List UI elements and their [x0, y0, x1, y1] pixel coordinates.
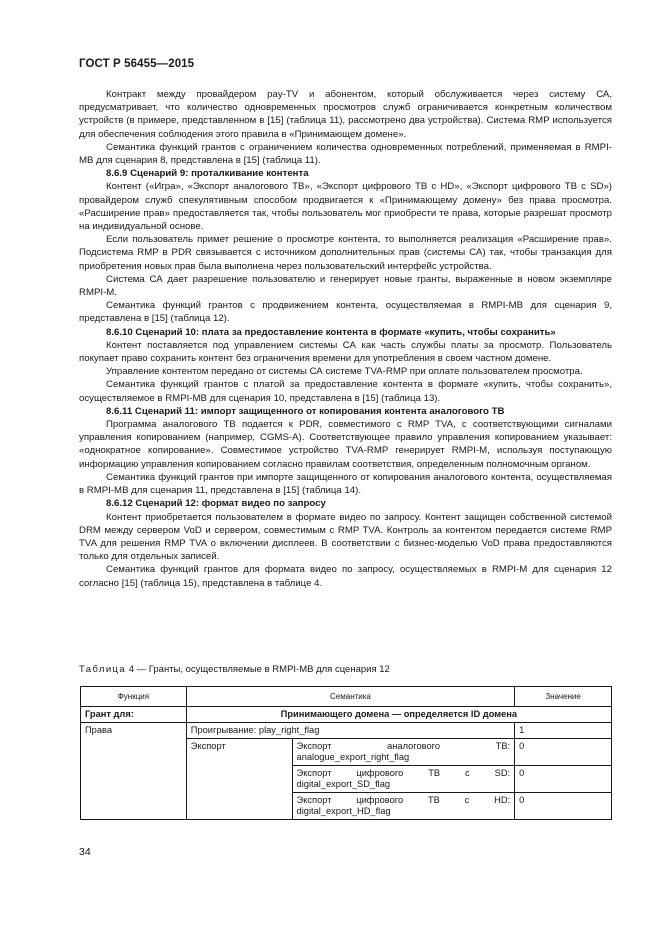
- paragraph: Управление контентом передано от системы СА системе TVA-RMP при оплате пользователем просмотра.: [106, 366, 583, 378]
- export-cell: Экспорт: [186, 739, 292, 820]
- export-value-cell: 0: [515, 739, 612, 766]
- table-caption-word: Таблица: [79, 664, 127, 675]
- paragraph: Если пользователь примет решение о просмотре контента, то выполняется реализация «Расширение прав». Подсистема RMP в PDR связывается с источником дополнительных прав (системы СА) так, чтобы транзакция для приобретения новых прав была выполнена через пользовательский интерфейс устройства.: [79, 234, 612, 272]
- paragraph: Система СА дает разрешение пользователю и генерирует новые гранты, выраженные в новом экземпляре RMPI-M.: [79, 273, 612, 299]
- document-header: ГОСТ Р 56455—2015: [79, 58, 195, 70]
- paragraph: Контент приобретается пользователем в формате видео по запросу. Контент защищен собственной системой DRM между сервером VoD и сервером, совместимым с RMP TVA. Контроль за контентом передается системе RMP TVA для решения RMP TVA о включении дисплеев. В соответствии с бизнес-моделью VoD права предоставляются только для отдельных записей.: [79, 511, 612, 563]
- paragraph: Семантика функций грантов при импорте защищенного от копирования аналогового контента, осуществляемая в RMPI-MB для сценария 11, представлена в [15] (таблица 14).: [79, 471, 612, 497]
- page-number: 34: [79, 846, 91, 858]
- grant-domain-cell: Принимающего домена — определяется ID домена: [186, 707, 611, 723]
- table-row: [81, 723, 612, 739]
- rights-cell: Права: [81, 723, 187, 820]
- table-caption: [79, 664, 390, 675]
- paragraph: Семантика функций грантов с продвижением контента, осуществляемая в RMPI-MB для сценария 9, представлена в [15] (таблица 12).: [79, 300, 612, 325]
- section-heading: 8.6.10 Сценарий 10: плата за предоставление контента в формате «купить, чтобы сохранить»: [106, 326, 556, 338]
- export-semantics-cell: Экспорт цифрового ТВ с SD: digital_export_SD_flag: [292, 766, 515, 793]
- section-heading: 8.6.12 Сценарий 12: формат видео по запросу: [106, 498, 326, 510]
- table-caption-text: 4 — Гранты, осуществляемые в RMPI-MB для сценария 12: [126, 664, 390, 675]
- paragraph: Программа аналогового ТВ подается к PDR, совместимого с RMP TVA, с соответствующими сигналами управления копированием (например, CGMS-A). Соответствующее правило управления копированием указывает: «однократное копирование». Совместимое устройство TVA-RMP генерирует RMPI-M, используя поступающую информацию управления копированием согласно правилам соответствия, определенным полномочным органом.: [79, 419, 612, 470]
- export-semantics-cell: Экспорт цифрового ТВ с HD: digital_export_HD_flag: [292, 793, 515, 820]
- column-header-function: Функция: [81, 687, 187, 707]
- play-value-cell: 1: [515, 723, 612, 739]
- section-heading: 8.6.9 Сценарий 9: проталкивание контента: [106, 168, 309, 180]
- table-header-row: [81, 687, 612, 707]
- export-value-cell: 0: [515, 766, 612, 793]
- grant-for-cell: Грант для:: [81, 707, 187, 723]
- export-value-cell: 0: [515, 793, 612, 820]
- paragraph: Контент («Игра», «Экспорт аналогового ТВ», «Экспорт цифрового ТВ с HD», «Экспорт цифрового ТВ с SD») провайдером служб спекулятивным способом продвигается к «Принимающему домену» без права просмотра. «Расширение прав» предоставляется так, чтобы пользователь мог приобрести те права, которые разрешат просмотр на индивидуальной основе.: [79, 181, 612, 233]
- paragraph: Семантика функций грантов для формата видео по запросу, осуществляемых в RMPI-M для сценария 12 согласно [15] (таблица 15), представлена в таблице 4.: [79, 564, 612, 589]
- paragraph: Контракт между провайдером pay-TV и абонентом, который обслуживается через систему СА, предусматривает, что количество одновременных просмотров служб ограничивается конкретным количеством устройств (в примере, представленном в [15] (таблица 11), рассмотрено два устройства). Система RMP используется для обеспечения соблюдения этого правила в «Принимающем домене».: [79, 89, 612, 140]
- column-header-value: Значение: [515, 687, 612, 707]
- paragraph: Семантика функций грантов с платой за предоставление контента в формате «купить, чтобы сохранить», осуществляемое в RMPI-MB для сценария 10, представлена в [15] (таблица 13).: [79, 379, 612, 404]
- column-header-semantics: Семантика: [186, 687, 514, 707]
- table-row: [81, 707, 612, 723]
- export-semantics-cell: Экспорт аналогового ТВ: analogue_export_right_flag: [292, 739, 515, 766]
- play-cell: Проигрывание: play_right_flag: [186, 723, 514, 739]
- paragraph: Семантика функций грантов с ограничением количества одновременных потреблений, применяемая в RMPI-MB для сценария 8, представлена в [15] (таблица 11).: [79, 141, 612, 167]
- paragraph: Контент поставляется под управлением системы СА как часть службы платы за просмотр. Пользователь покупает право сохранить контент без ограничения времени для употребления в своем частном домене.: [79, 339, 612, 365]
- section-heading: 8.6.11 Сценарий 11: импорт защищенного от копирования контента аналогового ТВ: [106, 405, 505, 417]
- grants-table: [80, 686, 612, 820]
- document-body: [79, 88, 612, 590]
